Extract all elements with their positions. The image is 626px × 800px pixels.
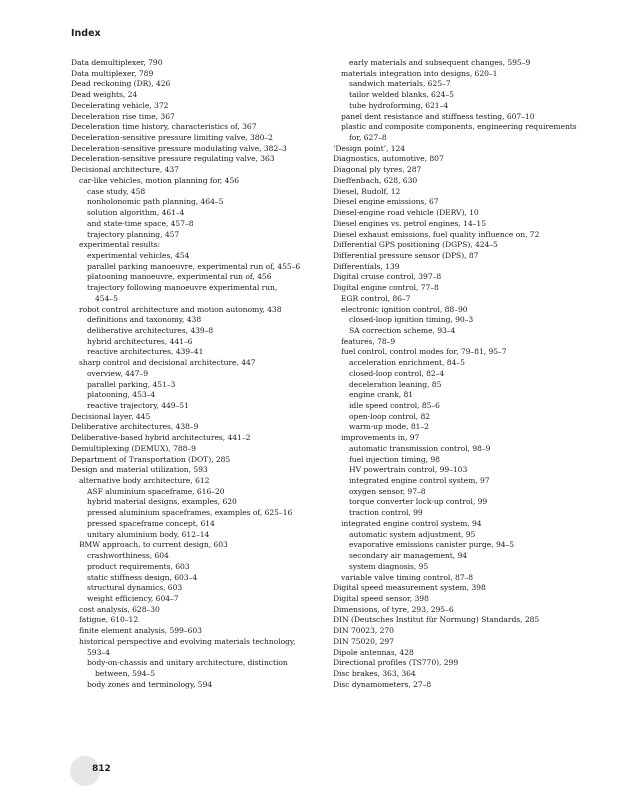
index-entry: Digital speed sensor, 398 — [333, 593, 429, 603]
index-entry: Diesel engines vs. petrol engines, 14–15 — [333, 218, 486, 228]
index-entry: Deliberative-based hybrid architectures, 441–2 — [71, 433, 251, 443]
index-entry: trajectory planning, 457 — [87, 229, 180, 239]
index-entry: automatic transmission control, 98–9 — [349, 443, 491, 453]
index-entry: Dipole antennas, 428 — [333, 647, 414, 657]
index-entry: between, 594–5 — [95, 668, 156, 678]
index-entry: trajectory following manoeuvre experimental run, — [87, 283, 278, 293]
index-entry: Data demultiplexer, 790 — [71, 58, 163, 67]
index-entry: traction control, 99 — [349, 508, 423, 518]
index-entry: Diagonal ply tyres, 287 — [333, 165, 422, 175]
index-entry: Diesel-engine road vehicle (DERV), 10 — [333, 208, 479, 218]
index-entry: reactive architectures, 439–41 — [87, 347, 204, 357]
index-entry: acceleration enrichment, 84–5 — [349, 358, 465, 368]
index-entry: Disc dynamometers, 27–8 — [333, 679, 432, 689]
index-entry: Deliberative architectures, 438–9 — [71, 422, 199, 432]
index-entry: platooning, 453–4 — [87, 390, 156, 400]
running-header: Index — [71, 28, 101, 39]
index-entry: Digital speed measurement system, 398 — [333, 583, 486, 593]
index-column-left — [71, 58, 321, 690]
index-entry: Deceleration-sensitive pressure modulating valve, 382–3 — [71, 143, 287, 153]
index-entry: hybrid architectures, 441–6 — [87, 336, 193, 346]
index-entry: HV powertrain control, 99–103 — [349, 465, 468, 475]
index-entry: DIN (Deutsches Institut für Normung) Standards, 285 — [333, 615, 540, 625]
index-entry: integrated engine control system, 94 — [341, 518, 482, 528]
index-entry: platooning manoeuvre, experimental run of, 456 — [87, 272, 272, 282]
index-entry: automatic system adjustment, 95 — [349, 529, 476, 539]
index-entry: tailor welded blanks, 624–5 — [349, 90, 454, 100]
index-entry: Dieffenbach, 628, 630 — [333, 175, 418, 185]
index-entry: secondary air management, 94 — [349, 551, 468, 561]
index-entry: unitary aluminium body, 612–14 — [87, 529, 210, 539]
index-entry: reactive trajectory, 449–51 — [87, 401, 189, 410]
page-number: 812 — [92, 764, 111, 774]
index-entry: DIN 75020, 297 — [333, 636, 394, 646]
index-entry: pressed spaceframe concept, 614 — [87, 518, 215, 528]
index-entry: 454–5 — [95, 293, 118, 303]
index-column-right — [333, 58, 598, 690]
index-entry: deliberative architectures, 439–8 — [87, 325, 214, 335]
index-entry: Deceleration time history, characteristics of, 367 — [71, 122, 257, 132]
index-entry: evaporative emissions canister purge, 94–5 — [349, 540, 515, 550]
index-entry: sandwich materials, 625–7 — [349, 79, 451, 89]
index-entry: alternative body architecture, 612 — [79, 476, 210, 486]
index-entry: robot control architecture and motion autonomy, 438 — [79, 304, 282, 314]
index-entry: open-loop control, 82 — [349, 411, 431, 421]
index-entry: crashworthiness, 604 — [87, 551, 169, 561]
index-entry: Decisional architecture, 437 — [71, 165, 179, 175]
index-entry: Differential GPS positioning (DGPS), 424–5 — [333, 240, 498, 250]
index-entry: Decelerating vehicle, 372 — [71, 100, 169, 110]
index-entry: torque converter lock-up control, 99 — [349, 497, 488, 507]
index-entry: BMW approach, to current design, 603 — [79, 540, 228, 550]
index-entry: Diesel engine emissions, 67 — [333, 197, 439, 207]
index-entry: warm-up mode, 81–2 — [349, 422, 429, 432]
index-entry: closed-loop ignition timing, 90–3 — [349, 315, 474, 325]
index-entry: system diagnosis, 95 — [349, 561, 429, 571]
index-entry: variable valve timing control, 87–8 — [341, 572, 474, 582]
index-entry: case study, 458 — [87, 186, 146, 196]
index-entry: Digital engine control, 77–8 — [333, 283, 439, 293]
index-entry: pressed aluminium spaceframes, examples of, 625–16 — [87, 508, 293, 518]
index-entry: definitions and taxonomy, 438 — [87, 315, 202, 325]
index-entry: Design and material utilization, 593 — [71, 465, 208, 475]
index-entry: parallel parking, 451–3 — [87, 379, 176, 389]
index-entry: tube hydroforming, 621–4 — [349, 100, 449, 110]
index-entry: sharp control and decisional architecture, 447 — [79, 358, 256, 368]
index-entry: historical perspective and evolving materials technology, — [79, 636, 296, 646]
index-entry: Deceleration-sensitive pressure limiting valve, 380–2 — [71, 133, 273, 143]
index-entry: fuel injection timing, 98 — [349, 454, 440, 464]
index-entry: EGR control, 86–7 — [341, 293, 411, 303]
index-entry: Deceleration rise time, 367 — [71, 111, 175, 121]
index-entry: SA correction scheme, 93–4 — [349, 325, 456, 335]
index-entry: for, 627–8 — [349, 133, 387, 143]
index-entry: features, 78–9 — [341, 336, 396, 346]
index-entry: Differential pressure sensor (DPS), 87 — [333, 250, 479, 260]
index-entry: Demultiplexing (DEMUX), 788–9 — [71, 443, 196, 453]
index-entry: ASF aluminium spaceframe, 616–20 — [87, 486, 225, 496]
index-entry: fuel control, control modes for, 79–81, 95–7 — [341, 347, 507, 357]
index-entry: ‘Design point’, 124 — [333, 143, 406, 153]
index-entry: overview, 447–9 — [87, 368, 148, 378]
index-entry: solution algorithm, 461–4 — [87, 208, 185, 218]
index-entry: experimental results: — [79, 240, 160, 250]
index-entry: Dead weights, 24 — [71, 90, 138, 100]
index-entry: improvements in, 97 — [341, 433, 420, 443]
index-entry: parallel parking manoeuvre, experimental run of, 455–6 — [87, 261, 301, 271]
index-entry: static stiffness design, 603–4 — [87, 572, 198, 582]
index-entry: Differentials, 139 — [333, 261, 400, 271]
index-entry: deceleration leaning, 85 — [349, 379, 442, 389]
index-entry: engine crank, 81 — [349, 390, 414, 400]
index-entry: Digital cruise control, 397–8 — [333, 272, 442, 282]
index-entry: experimental vehicles, 454 — [87, 250, 190, 260]
index-entry: Department of Transportation (DOT), 285 — [71, 454, 231, 464]
index-entry: structural dynamics, 603 — [87, 583, 183, 593]
index-entry: idle speed control, 85–6 — [349, 401, 440, 410]
index-entry: Decisional layer, 445 — [71, 411, 151, 421]
index-entry: integrated engine control system, 97 — [349, 476, 490, 486]
index-entry: DIN 70023, 270 — [333, 626, 394, 636]
index-entry: and state-time space, 457–8 — [87, 218, 194, 228]
index-entry: nonholonomic path planning, 464–5 — [87, 197, 224, 207]
index-entry: oxygen sensor, 97–8 — [349, 486, 426, 496]
index-entry: Deceleration-sensitive pressure regulating valve, 363 — [71, 154, 275, 164]
index-entry: weight efficiency, 604–7 — [87, 593, 179, 603]
index-entry: Diesel exhaust emissions, fuel quality influence on, 72 — [333, 229, 540, 239]
index-entry: fatigue, 610–12 — [79, 615, 139, 625]
index-entry: electronic ignition control, 88–90 — [341, 304, 468, 314]
index-entry: Diagnostics, automotive, 807 — [333, 154, 444, 164]
index-entry: Disc brakes, 363, 364 — [333, 668, 416, 678]
index-entry: plastic and composite components, engineering requirements — [341, 122, 577, 132]
index-entry: 593–4 — [87, 647, 110, 657]
index-entry: panel dent resistance and stiffness testing, 607–10 — [341, 111, 535, 121]
index-entry: body zones and terminology, 594 — [87, 679, 213, 689]
index-entry: Directional profiles (TS770), 299 — [333, 658, 459, 668]
index-entry: early materials and subsequent changes, 595–9 — [349, 58, 531, 67]
index-entry: body-on-chassis and unitary architecture, distinction — [87, 658, 288, 668]
index-entry: hybrid material designs, examples, 620 — [87, 497, 237, 507]
index-entry: cost analysis, 628–30 — [79, 604, 160, 614]
index-entry: product requirements, 603 — [87, 561, 190, 571]
index-entry: Dead reckoning (DR), 426 — [71, 79, 171, 89]
index-entry: materials integration into designs, 620–1 — [341, 68, 498, 78]
index-entry: Dimensions, of tyre, 293, 295–6 — [333, 604, 454, 614]
index-entry: closed-loop control, 82–4 — [349, 368, 445, 378]
index-entry: finite element analysis, 599–603 — [79, 626, 202, 636]
index-entry: car-like vehicles, motion planning for, 456 — [79, 175, 240, 185]
index-entry: Data multiplexer, 789 — [71, 68, 154, 78]
index-entry: Diesel, Rudolf, 12 — [333, 186, 401, 196]
